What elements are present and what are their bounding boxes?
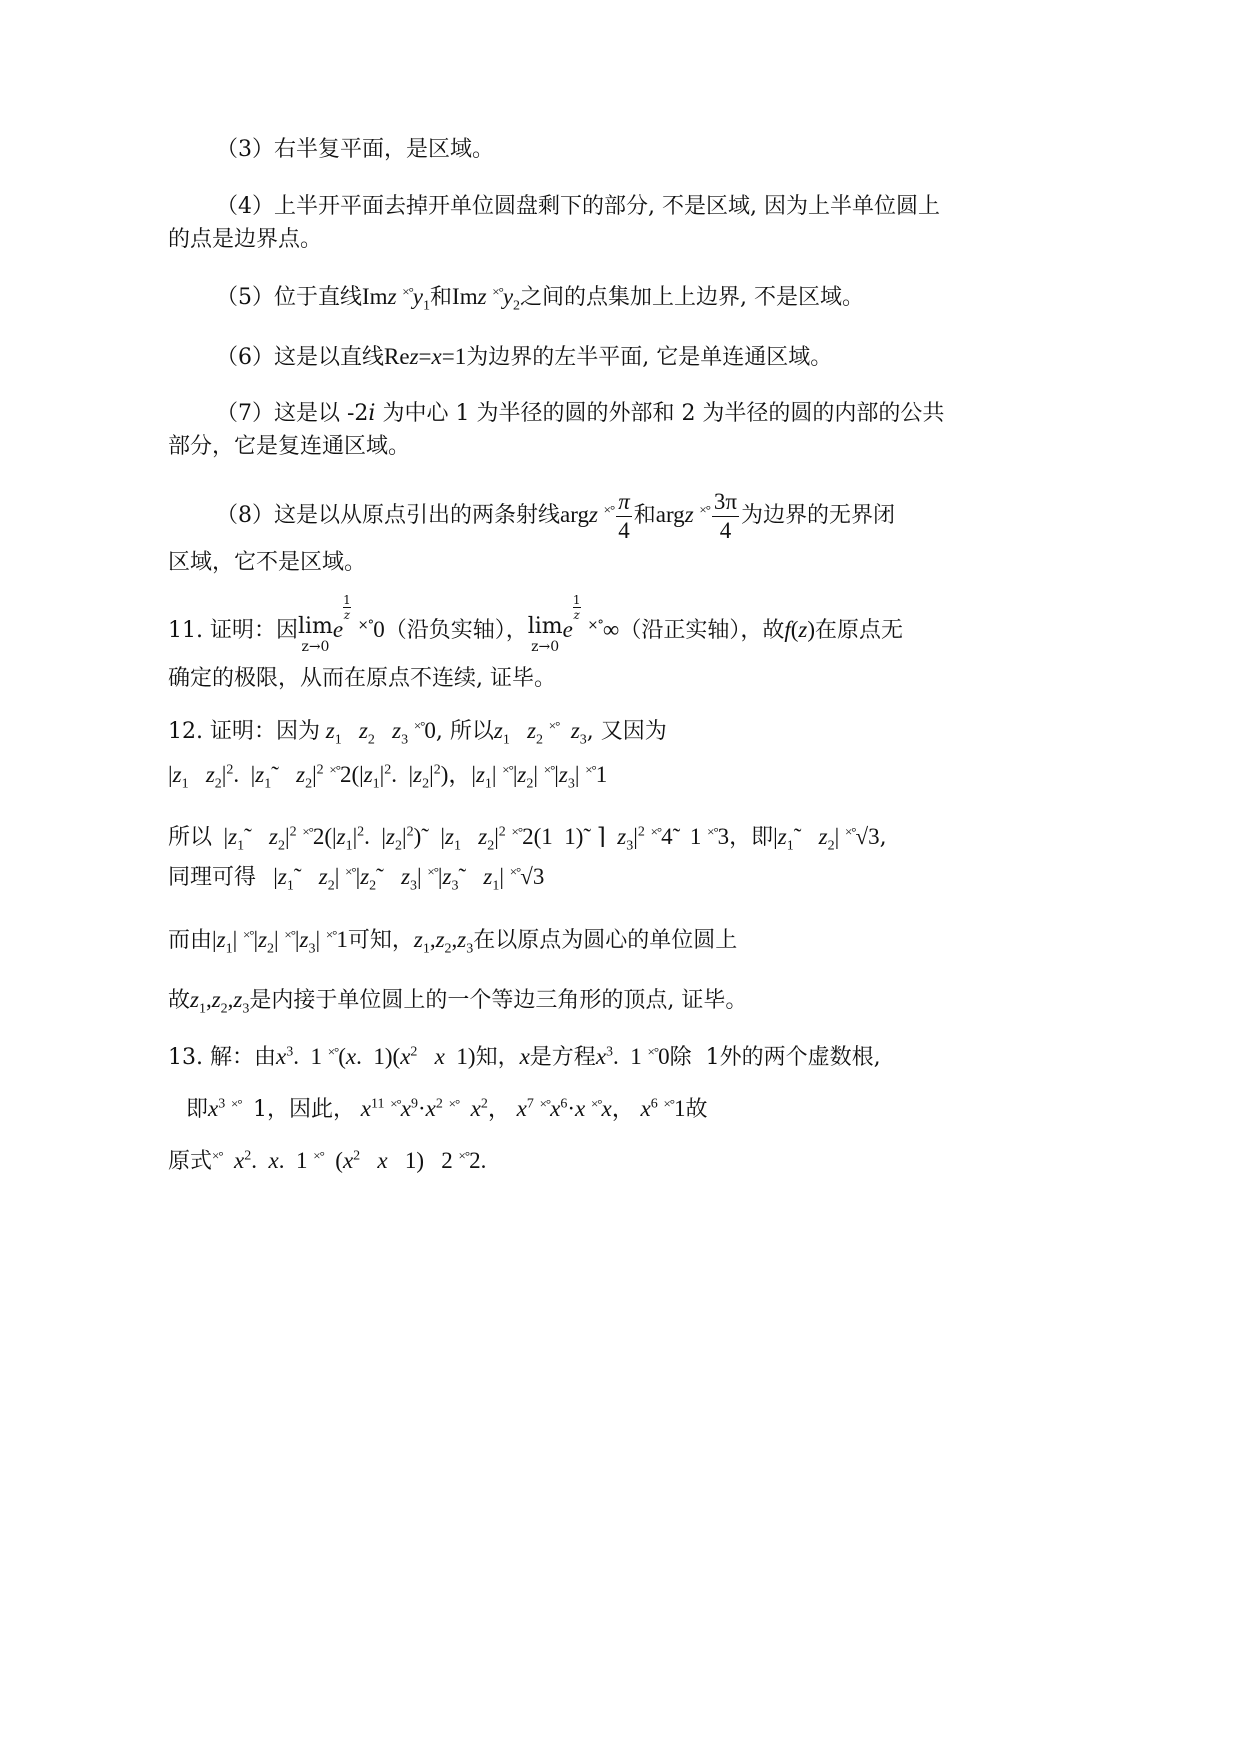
- paragraph-12-conclusion: 故$z_1,z_2,z_3$是内接于单位圆上的一个等边三角形的顶点, 证毕。: [168, 987, 748, 1017]
- paragraph-4-cont: 的点是边界点。: [168, 227, 323, 252]
- paragraph-8-cont: 区域，它不是区域。: [168, 550, 367, 575]
- equation-12b: 所以 $|z_1˜$ $z_2|^2$ $^{\times^\circ}2(|z_1|^2$. $|z_2|^2)˜$ $|z_1$ $z_2|^2$ ×°2(1 1)˜ ⌉ $z_3|^2$ ×°4̃ 1 ×°3，即$|z_1˜$ $z_2|$ ×°√3,: [168, 824, 887, 854]
- paragraph-4: （4）上半开平面去掉开单位圆盘剩下的部分, 不是区域, 因为上半单位圆上: [216, 194, 940, 219]
- paragraph-11-cont: 确定的极限，从而在原点不连续, 证毕。: [168, 666, 556, 691]
- paragraph-3: （3）右半复平面，是区域。: [216, 137, 494, 162]
- paragraph-7-cont: 部分，它是复连通区域。: [168, 434, 411, 459]
- paragraph-11: 11. 证明：因lim z→0 e $\frac{1}{z} ^{\times^\circ}0$（沿负实轴），lim z→0 e $\frac{1}{z} ^{\times^\circ}\infty$（沿正实轴），故f(z)在原点无: [168, 593, 904, 655]
- paragraph-8: （8）这是以从原点引出的两条射线argz ×° $\frac{\pi}{4}$ 和argz ×° $\frac{3\pi}{4}$ 为边界的无界闭: [216, 489, 896, 544]
- equation-12a: $|z_1$ $z_2|^2$. $|z_1˜$ $z_2|^2$ $^{\times^\circ}2(|z_1|^2$. $|z_2|^2$)，$|z_1|$ $^{\times^\circ}|z_2|$ $^{\times^\circ}|z_3|$ ×°1: [168, 762, 608, 792]
- paragraph-12: 12. 证明：因为 $z_1$ $z_2$ $z_3$ ×°0, 所以$z_1$ $z_2$ ×° $z_3$, 又因为: [168, 718, 667, 748]
- equation-12c: 同理可得 $|z_1˜$ $z_2|$ $^{\times^\circ}|z_2˜$ $z_3|$ $^{\times^\circ}|z_3˜$ $z_1|$ ×°√3: [168, 864, 545, 894]
- paragraph-6: （6）这是以直线Rez=x=1为边界的左半平面, 它是单连通区域。: [216, 344, 833, 370]
- paragraph-7: （7）这是以 -2i 为中心 1 为半径的圆的外部和 2 为半径的圆的内部的公共: [216, 401, 945, 426]
- paragraph-12-circle: 而由$|z_1|$ $^{\times^\circ}|z_2|$ $^{\times^\circ}|z_3|$ ×°1可知，$z_1,z_2,z_3$在以原点为圆心的单位圆上: [168, 927, 738, 957]
- paragraph-5: （5）位于直线Imz $^{\times^\circ}y_1$和Imz $^{\times^\circ}y_2$之间的点集加上上边界, 不是区域。: [216, 284, 865, 314]
- paragraph-13: 13. 解：由$x^3$. 1 ×°(x. $1)(x^2$ x 1)知，x是方程$x^3$. 1 ×°0除 1外的两个虚数根,: [168, 1044, 881, 1070]
- paragraph-13-c: 原式×° $x^2$. x. 1 ×° ($x^2$ x 1) 2 ×°2.: [168, 1148, 487, 1174]
- paragraph-13-b: 即$x^3$ ×° 1，因此， $x^{11}$ $^{\times^\circ}x^9\cdot x^2$ ×° $x^2$， $x^7$ $^{\times^\circ}x^6\cdot x$ ×°x， $x^6$ ×°1故: [186, 1096, 708, 1122]
